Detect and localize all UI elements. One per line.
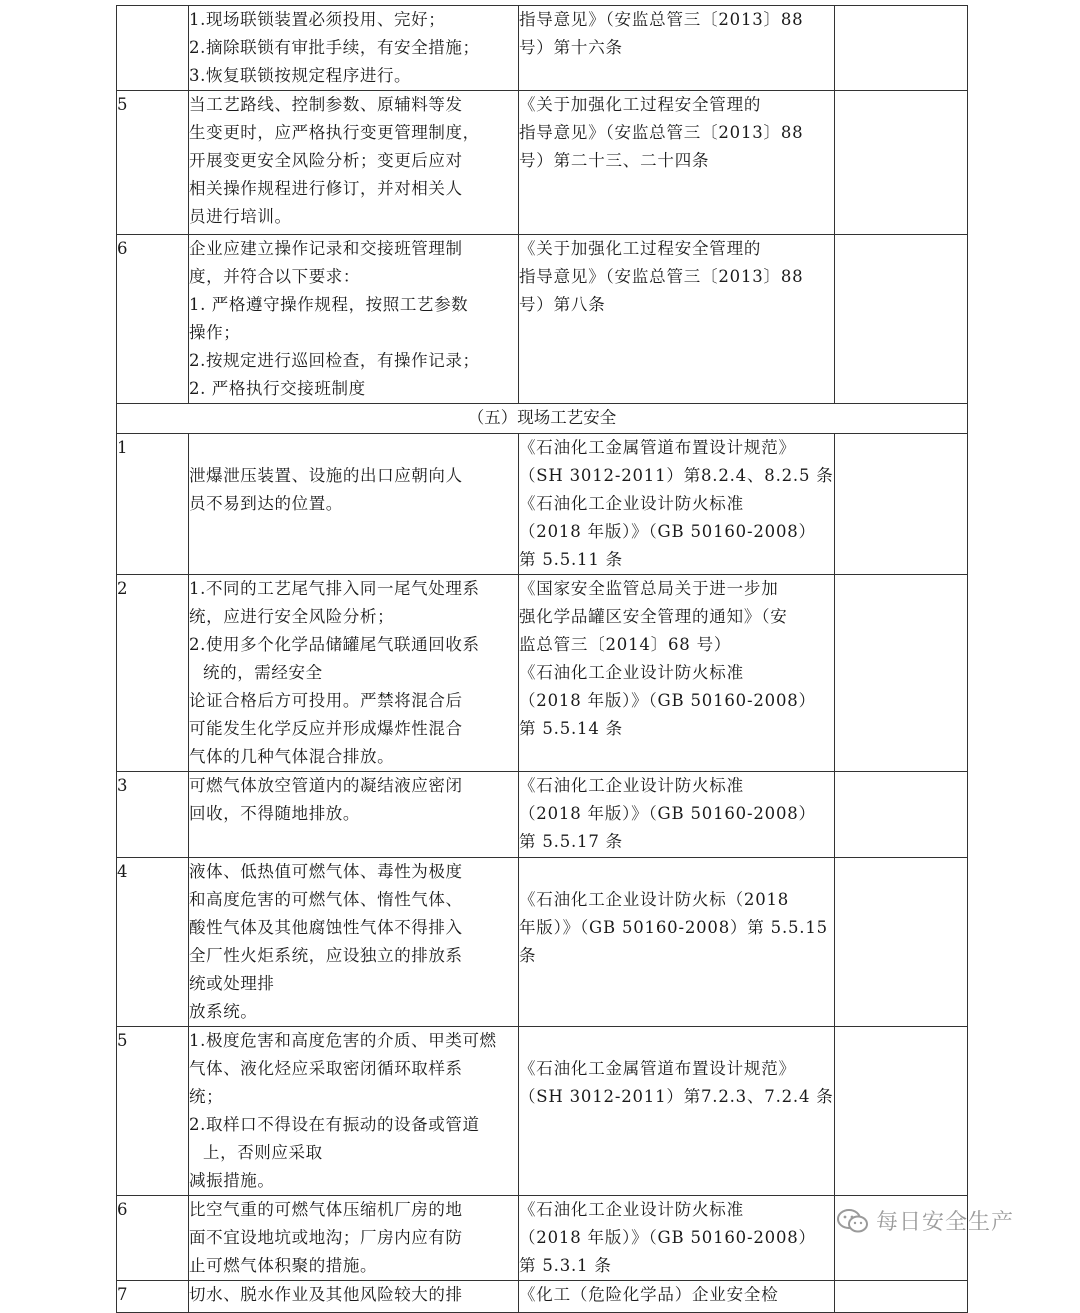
reference-line: 第 5.5.17 条 [519, 832, 623, 851]
reference-line: 《石油化工企业设计防火标准 [519, 1200, 744, 1219]
requirement-line: 3.恢复联锁按规定程序进行。 [189, 66, 412, 85]
reference-cell [519, 1196, 835, 1281]
reference-line [519, 1027, 834, 1055]
reference-line: （2018 年版）》（GB 50160-2008） [519, 804, 816, 823]
reference-line: 号）第二十三、二十四条 [519, 151, 710, 170]
reference-line [519, 858, 834, 886]
table-row [117, 1027, 968, 1196]
reference-cell [519, 91, 835, 235]
watermark-text: 每日安全生产 [876, 1210, 1015, 1235]
requirement-cell [189, 1196, 519, 1281]
requirement-line: 相关操作规程进行修订，并对相关人 [189, 179, 463, 198]
row-number: 1 [117, 434, 189, 575]
requirement-line: 气体、液化烃应采取密闭循环取样系 [189, 1059, 463, 1078]
row-number: 6 [117, 235, 189, 404]
remarks-cell [835, 858, 968, 1027]
table-row [117, 858, 968, 1027]
reference-line: 号）第八条 [519, 295, 606, 314]
wechat-icon [836, 1207, 870, 1235]
row-number [117, 6, 189, 91]
table-row [117, 434, 968, 575]
requirement-line: 论证合格后方可投用。严禁将混合后 [189, 691, 463, 710]
requirement-cell [189, 1281, 519, 1313]
reference-line: 第 5.3.1 条 [519, 1256, 612, 1275]
remarks-cell [835, 6, 968, 91]
reference-line: 《石油化工企业设计防火标（2018 [519, 890, 790, 909]
reference-line: 号）第十六条 [519, 38, 623, 57]
remarks-cell [835, 1281, 968, 1313]
reference-cell [519, 858, 835, 1027]
reference-line: 《石油化工企业设计防火标准 [519, 776, 744, 795]
requirement-line: 全厂性火炬系统，应设独立的排放系 [189, 946, 463, 965]
requirement-line: 1.不同的工艺尾气排入同一尾气处理系 [189, 579, 480, 598]
regulation-table [116, 5, 968, 1313]
requirement-line: 可能发生化学反应并形成爆炸性混合 [189, 719, 463, 738]
reference-cell [519, 772, 835, 858]
reference-line: 《石油化工企业设计防火标准 [519, 663, 744, 682]
reference-cell [519, 434, 835, 575]
reference-cell [519, 6, 835, 91]
requirement-line: 面不宜设地坑或地沟；厂房内应有防 [189, 1228, 463, 1247]
requirement-line: 和高度危害的可燃气体、惰性气体、 [189, 890, 463, 909]
requirement-cell [189, 235, 519, 404]
requirement-line: 可燃气体放空管道内的凝结液应密闭 [189, 776, 463, 795]
requirement-line: 气体的几种气体混合排放。 [189, 747, 395, 766]
table-body-bottom [117, 434, 968, 1313]
section-row-group [117, 404, 968, 434]
reference-line: 第 5.5.11 条 [519, 550, 623, 569]
requirement-line: 泄爆泄压装置、设施的出口应朝向人 [189, 466, 463, 485]
reference-line: 第 5.5.14 条 [519, 719, 623, 738]
requirement-line: 员进行培训。 [189, 207, 292, 226]
reference-cell [519, 575, 835, 772]
requirement-line: 切水、脱水作业及其他风险较大的排 [189, 1285, 463, 1304]
reference-cell [519, 1027, 835, 1196]
requirement-line: 统，应进行安全风险分析； [189, 607, 395, 626]
row-number: 3 [117, 772, 189, 858]
remarks-cell [835, 575, 968, 772]
reference-line: （SH 3012-2011）第7.2.3、7.2.4 条 [519, 1087, 834, 1106]
reference-line: （2018 年版）》（GB 50160-2008） [519, 1228, 816, 1247]
watermark [836, 1205, 1014, 1236]
reference-line: 年版）》（GB 50160-2008）第 5.5.15 [519, 918, 828, 937]
reference-line: 指导意见》（安监总管三〔2013〕88 [519, 10, 804, 29]
requirement-line: 比空气重的可燃气体压缩机厂房的地 [189, 1200, 463, 1219]
row-number: 5 [117, 1027, 189, 1196]
requirement-cell [189, 91, 519, 235]
requirement-line: 2.使用多个化学品储罐尾气联通回收系 [189, 635, 480, 654]
requirement-line: 操作； [189, 323, 241, 342]
requirement-cell [189, 6, 519, 91]
reference-line: 指导意见》（安监总管三〔2013〕88 [519, 267, 804, 286]
reference-line: 《石油化工金属管道布置设计规范》 [519, 438, 796, 457]
requirement-cell [189, 772, 519, 858]
requirement-line: 1.现场联锁装置必须投用、完好； [189, 10, 446, 29]
reference-line: 监总管三〔2014〕68 号） [519, 635, 732, 654]
requirement-line: 开展变更安全风险分析；变更后应对 [189, 151, 463, 170]
requirement-cell [189, 858, 519, 1027]
requirement-line: 1. 严格遵守操作规程，按照工艺参数 [189, 295, 469, 314]
requirement-cell [189, 1027, 519, 1196]
table-row [117, 235, 968, 404]
remarks-cell [835, 434, 968, 575]
reference-line: 条 [519, 946, 537, 965]
reference-line: 《石油化工企业设计防火标准 [519, 494, 744, 513]
requirement-line [189, 434, 518, 462]
reference-line: 《化工（危险化学品）企业安全检 [519, 1285, 779, 1304]
reference-line: 《国家安全监管总局关于进一步加 [519, 579, 779, 598]
table-row [117, 6, 968, 91]
table-row [117, 91, 968, 235]
table-body-top [117, 6, 968, 404]
requirement-line: 统的，需经安全 [203, 663, 323, 682]
table-row [117, 772, 968, 858]
reference-line: 强化学品罐区安全管理的通知》（安 [519, 607, 788, 626]
requirement-line: 企业应建立操作记录和交接班管理制 [189, 239, 463, 258]
row-number: 7 [117, 1281, 189, 1313]
reference-line: 《关于加强化工过程安全管理的 [519, 239, 762, 258]
requirement-line: 当工艺路线、控制参数、原辅料等发 [189, 95, 463, 114]
reference-cell [519, 1281, 835, 1313]
requirement-line: 2.按规定进行巡回检查，有操作记录； [189, 351, 480, 370]
remarks-cell [835, 1027, 968, 1196]
requirement-line: 生变更时，应严格执行变更管理制度， [189, 123, 480, 142]
row-number: 6 [117, 1196, 189, 1281]
requirement-line: 2. 严格执行交接班制度 [189, 379, 366, 398]
requirement-line: 度，并符合以下要求： [189, 267, 360, 286]
remarks-cell [835, 235, 968, 404]
reference-cell [519, 235, 835, 404]
requirement-line: 液体、低热值可燃气体、毒性为极度 [189, 862, 463, 881]
reference-line: （2018 年版）》（GB 50160-2008） [519, 522, 816, 541]
requirement-line: 2.取样口不得设在有振动的设备或管道 [189, 1115, 480, 1134]
requirement-cell [189, 434, 519, 575]
reference-line: （SH 3012-2011）第8.2.4、8.2.5 条 [519, 466, 834, 485]
reference-line: 《石油化工金属管道布置设计规范》 [519, 1059, 796, 1078]
remarks-cell [835, 772, 968, 858]
row-number: 2 [117, 575, 189, 772]
requirement-line: 回收，不得随地排放。 [189, 804, 360, 823]
requirement-line: 减振措施。 [189, 1171, 275, 1190]
requirement-line: 酸性气体及其他腐蚀性气体不得排入 [189, 918, 463, 937]
section-row [117, 404, 968, 434]
requirement-line: 放系统。 [189, 1002, 258, 1021]
requirement-line: 统或处理排 [189, 974, 275, 993]
table-row [117, 575, 968, 772]
requirement-cell [189, 575, 519, 772]
reference-line: 《关于加强化工过程安全管理的 [519, 95, 762, 114]
requirement-line: 止可燃气体积聚的措施。 [189, 1256, 378, 1275]
table-row [117, 1281, 968, 1313]
section-title: （五）现场工艺安全 [117, 404, 968, 434]
requirement-line: 2.摘除联锁有审批手续，有安全措施； [189, 38, 480, 57]
row-number: 5 [117, 91, 189, 235]
requirement-line: 上，否则应采取 [203, 1143, 323, 1162]
row-number: 4 [117, 858, 189, 1027]
requirement-line: 1.极度危害和高度危害的介质、甲类可燃 [189, 1031, 497, 1050]
reference-line: 指导意见》（安监总管三〔2013〕88 [519, 123, 804, 142]
remarks-cell [835, 91, 968, 235]
reference-line: （2018 年版）》（GB 50160-2008） [519, 691, 816, 710]
requirement-line: 员不易到达的位置。 [189, 494, 343, 513]
requirement-line: 统； [189, 1087, 224, 1106]
